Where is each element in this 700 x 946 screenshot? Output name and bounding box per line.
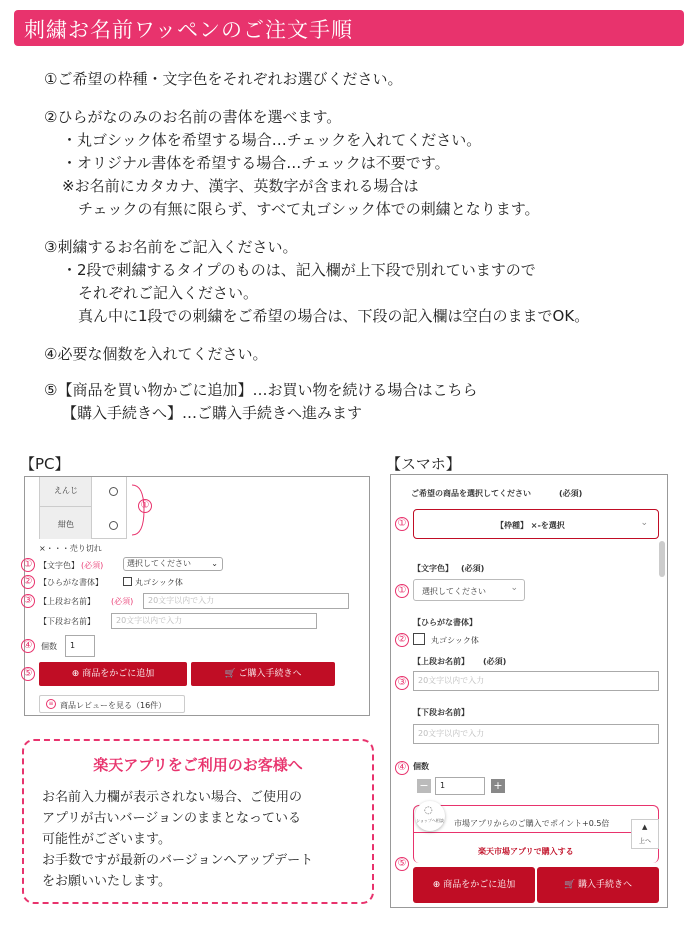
required-badge: (必須) [483, 657, 507, 666]
qty-value: 1 [440, 781, 446, 790]
notice-line: アプリが古いバージョンのままとなっている [42, 811, 301, 826]
lower-name-label: 【下段お名前】 [413, 708, 469, 717]
step-2-a: ・丸ゴシック体を希望する場合…チェックを入れてください。 [62, 131, 482, 149]
divider [414, 832, 658, 833]
font-label: 【ひらがな書体】 [413, 618, 477, 627]
pc-panel [24, 476, 370, 716]
checkout-button[interactable] [537, 867, 659, 903]
font-option-label: 丸ゴシック体 [135, 578, 183, 587]
text-color-select[interactable] [413, 579, 525, 601]
step-5: ⑤【商品を買い物かごに追加】…お買い物を続ける場合はこちら [44, 381, 478, 399]
upper-name-label: 【上段お名前】 [413, 657, 469, 666]
title-banner [14, 10, 684, 46]
app-note-point: ポイント+0.5倍 [550, 819, 610, 828]
marker-3: ③ [21, 594, 35, 608]
input-placeholder: 20文字以内で入力 [148, 596, 215, 605]
step-2: ②ひらがなのみのお名前の書体を選べます。 [44, 108, 342, 126]
plus-circle-icon: ⊕ [71, 669, 80, 679]
scrollbar-thumb[interactable] [659, 541, 665, 577]
lower-name-input[interactable] [111, 613, 317, 629]
round-gothic-checkbox[interactable] [413, 633, 425, 645]
chevron-down-icon: ⌄ [640, 518, 648, 528]
font-label: 【ひらがな書体】 [39, 578, 103, 587]
text-color-select[interactable] [123, 557, 223, 571]
app-purchase-box [413, 805, 659, 863]
checkout-label: 購入手続きへ [578, 880, 633, 890]
select-prompt: ご希望の商品を選択してください [411, 489, 531, 498]
review-label: 商品レビューを見る（16件） [60, 701, 167, 710]
color-table [39, 477, 127, 539]
add-cart-label: 商品をかごに追加 [443, 880, 516, 890]
cart-icon: 🛒 [563, 880, 576, 890]
review-icon: ≡ [46, 699, 56, 709]
lower-name-input[interactable] [413, 724, 659, 744]
input-placeholder: 20文字以内で入力 [418, 676, 485, 685]
add-cart-label: 商品をかごに追加 [82, 669, 155, 679]
step-3-b: それぞれご記入ください。 [78, 284, 259, 302]
review-link[interactable] [39, 695, 185, 713]
select-value: 選択してください [422, 587, 486, 596]
step-5-b: 【購入手続きへ】…ご購入手続きへ進みます [62, 404, 363, 422]
required-badge: (必須) [559, 489, 583, 498]
marker-1b: ① [395, 584, 409, 598]
shop-consult-label: ショップへ相談 [416, 818, 444, 823]
app-buy-link[interactable]: 楽天市場アプリで購入する [478, 847, 574, 856]
checkout-button[interactable] [191, 662, 335, 686]
step-2-b: ・オリジナル書体を希望する場合…チェックは不要です。 [62, 154, 450, 172]
qty-minus-button[interactable] [417, 779, 431, 793]
color-option-label: 紺色 [58, 520, 74, 529]
chevron-down-icon: ⌄ [211, 559, 218, 568]
round-gothic-checkbox[interactable] [123, 577, 132, 586]
required-badge: (必須) [461, 564, 485, 573]
marker-1: ① [138, 499, 152, 513]
step-3-a: ・2段で刺繍するタイプのものは、記入欄が上下段で別れていますので [62, 261, 536, 279]
app-note-prefix: 市場アプリからのご購入で [454, 819, 550, 828]
color-radio[interactable] [109, 521, 118, 530]
page-title: 刺繍お名前ワッペンのご注文手順 [24, 18, 353, 42]
notice-line: をお願いいたします。 [42, 874, 171, 889]
marker-3: ③ [395, 676, 409, 690]
step-1: ①ご希望の枠種・文字色をそれぞれお選びください。 [44, 70, 403, 88]
marker-5: ⑤ [21, 667, 35, 681]
sp-panel [390, 474, 668, 908]
notice-line: お手数ですが最新のバージョンへアップデート [42, 853, 314, 868]
marker-1b: ① [21, 558, 35, 572]
chevron-down-icon: ⌄ [510, 583, 518, 593]
upper-name-input[interactable] [413, 671, 659, 691]
qty-plus-button[interactable] [491, 779, 505, 793]
notice-title: 楽天アプリをご利用のお客様へ [93, 756, 303, 774]
pc-heading: 【PC】 [20, 455, 70, 473]
shop-consult-button[interactable] [415, 801, 445, 831]
qty-value: 1 [70, 641, 76, 650]
checkout-label: ご購入手続きへ [238, 669, 302, 679]
cart-icon: 🛒 [224, 669, 236, 679]
back-to-top-button[interactable] [631, 819, 659, 849]
required-badge: (必須) [81, 561, 104, 570]
color-radio[interactable] [109, 487, 118, 496]
plus-circle-icon: ⊕ [432, 880, 441, 890]
minus-icon: − [419, 779, 429, 792]
step-2-note: ※お名前にカタカナ、漢字、英数字が含まれる場合は [62, 177, 419, 195]
marker-2: ② [21, 575, 35, 589]
plus-icon: + [493, 779, 503, 792]
frame-select-value: 【枠種】 ×-を選択 [496, 521, 565, 530]
step-4: ④必要な個数を入れてください。 [44, 345, 268, 363]
notice-line: お名前入力欄が表示されない場合、ご使用の [42, 790, 303, 805]
required-badge: (必須) [111, 597, 134, 606]
select-value: 選択してください [127, 559, 191, 568]
chevron-up-icon: ▲ [642, 823, 648, 831]
input-placeholder: 20文字以内で入力 [116, 616, 183, 625]
sp-heading: 【スマホ】 [386, 455, 461, 473]
marker-4: ④ [21, 639, 35, 653]
top-label: 上へ [639, 838, 652, 845]
qty-label: 個数 [41, 642, 57, 651]
color-option-label: えんじ [54, 486, 78, 495]
upper-name-label: 【上段お名前】 [39, 597, 95, 606]
marker-2: ② [395, 633, 409, 647]
qty-label: 個数 [413, 762, 429, 771]
marker-1: ① [395, 517, 409, 531]
add-to-cart-button[interactable] [39, 662, 187, 686]
soldout-note: ×・・・売り切れ [39, 544, 102, 553]
qty-input[interactable] [65, 635, 95, 657]
text-color-label: 【文字色】 [413, 564, 453, 573]
font-option-label: 丸ゴシック体 [431, 636, 479, 645]
marker-5: ⑤ [395, 857, 409, 871]
text-color-label: 【文字色】 [39, 561, 79, 570]
frame-select[interactable] [413, 509, 659, 539]
app-notice-box [22, 739, 374, 904]
step-3: ③刺繍するお名前をご記入ください。 [44, 238, 298, 256]
step-3-c: 真ん中に1段での刺繍をご希望の場合は、下段の記入欄は空白のままでOK。 [78, 307, 590, 325]
marker-4: ④ [395, 761, 409, 775]
lower-name-label: 【下段お名前】 [39, 617, 95, 626]
notice-line: 可能性がございます。 [42, 832, 171, 847]
upper-name-input[interactable] [143, 593, 349, 609]
input-placeholder: 20文字以内で入力 [418, 729, 485, 738]
chat-icon: ◌ [424, 805, 433, 816]
qty-input[interactable] [435, 777, 485, 795]
add-to-cart-button[interactable] [413, 867, 535, 903]
step-2-note-cont: チェックの有無に限らず、すべて丸ゴシック体での刺繍となります。 [78, 200, 540, 218]
